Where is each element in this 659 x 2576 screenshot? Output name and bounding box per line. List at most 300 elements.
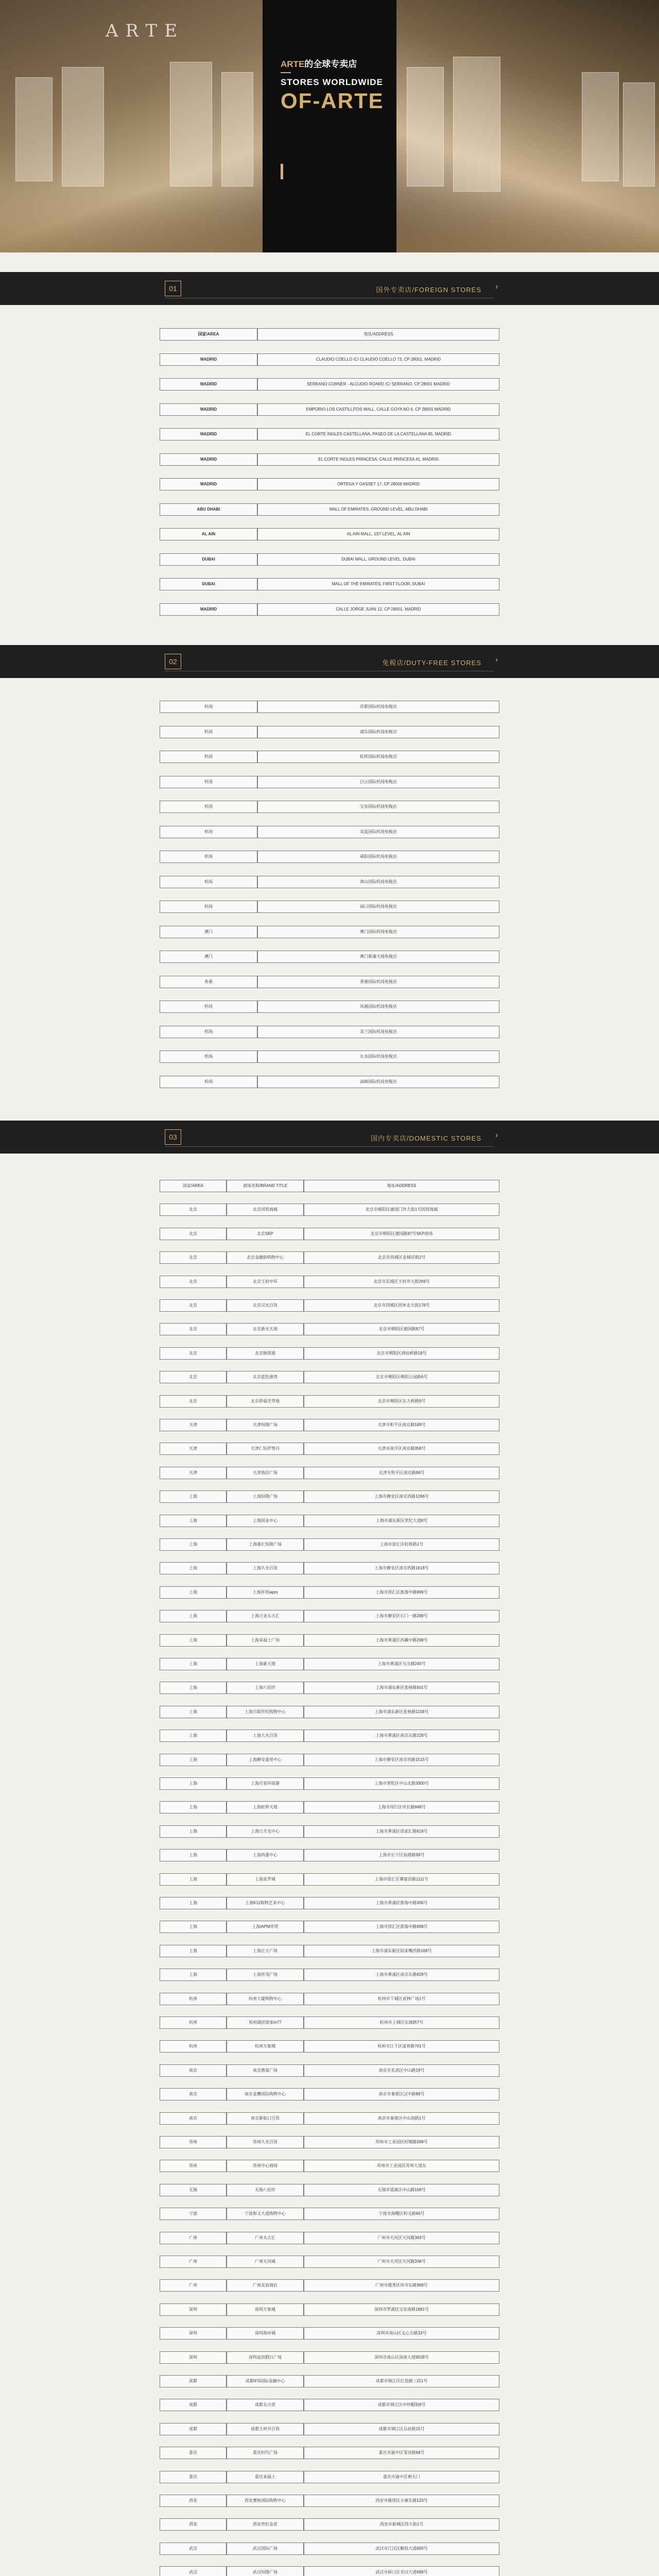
- table-cell: 上海: [160, 1945, 227, 1957]
- table-cell: 机场: [160, 776, 257, 788]
- table-row: [160, 1026, 499, 1038]
- table-row: [160, 1873, 499, 1886]
- table-row: [160, 353, 499, 366]
- table-cell: 地址/ADDRESS: [304, 1180, 499, 1192]
- table-cell: 北京: [160, 1323, 227, 1335]
- table-cell: 上海: [160, 1610, 227, 1622]
- table-cell: 上海市静安区石门一路288号: [304, 1610, 499, 1622]
- table-row: [160, 1419, 499, 1431]
- section-bar-02[interactable]: [0, 645, 659, 678]
- table-cell: 杭州市下城区武林广场1号: [304, 1993, 499, 2005]
- table-row: [160, 1969, 499, 1981]
- table-cell: 苏州市工业园区旺墩路268号: [304, 2136, 499, 2148]
- table-row: [160, 1299, 499, 1312]
- hero-banner: [0, 0, 659, 252]
- table-cell: 机场: [160, 701, 257, 713]
- table-cell: 澳门: [160, 926, 257, 938]
- hero-title-en-line1: STORES WORLDWIDE: [281, 77, 383, 87]
- table-cell: 上海: [160, 1586, 227, 1599]
- table-cell: 广州: [160, 2279, 227, 2292]
- table-row: [160, 2136, 499, 2148]
- table-row: [160, 2566, 499, 2576]
- section-bar-03[interactable]: [0, 1121, 659, 1154]
- table-cell: 上海: [160, 1801, 227, 1814]
- table-cell: 北京市西城区西单北大街176号: [304, 1299, 499, 1312]
- table-cell: DUBAI: [160, 578, 257, 590]
- table-cell: 杭州: [160, 2016, 227, 2029]
- table-cell: 杭州市上城区东坡路7号: [304, 2016, 499, 2029]
- table-cell: 上海美罗城: [227, 1873, 304, 1886]
- table-cell: 机场: [160, 1076, 257, 1088]
- table-cell: 北京: [160, 1371, 227, 1383]
- table-cell: 天津市和平区南京路189号: [304, 1419, 499, 1431]
- table-row: [160, 1730, 499, 1742]
- table-cell: 北京: [160, 1204, 227, 1216]
- table-cell: DUBAI: [160, 553, 257, 566]
- table-row: [160, 453, 499, 466]
- section-number: 03: [165, 1129, 181, 1145]
- table-cell: 天津恒隆广场: [227, 1419, 304, 1431]
- table-cell: 北京汉光百货: [227, 1299, 304, 1312]
- table-cell: 北京: [160, 1299, 227, 1312]
- table-cell: MADRID: [160, 428, 257, 440]
- table-cell: 上海世茂广场: [227, 1969, 304, 1981]
- table-cell: 北京蓝色港湾: [227, 1371, 304, 1383]
- table-cell: 上海: [160, 1658, 227, 1670]
- table-cell: 西安市新城区西大街1号: [304, 2518, 499, 2531]
- chevron-right-icon: ›: [495, 1131, 498, 1140]
- table-row: [160, 2232, 499, 2244]
- table-cell: 南京市秦淮区中山南路1号: [304, 2112, 499, 2125]
- table-cell: 北京市朝阳区朝阳公园路6号: [304, 1371, 499, 1383]
- table-cell: 机场: [160, 751, 257, 763]
- table-cell: 南京新街口百货: [227, 2112, 304, 2125]
- table-cell: 广州市天河区天河路383号: [304, 2232, 499, 2244]
- table-cell: 北京国贸商城: [227, 1204, 304, 1216]
- table-cell: 上海: [160, 1706, 227, 1718]
- table-cell: 香港国际机场免税店: [257, 976, 499, 988]
- table-cell: MADRID: [160, 353, 257, 366]
- table-cell: 上海环贸iapm: [227, 1586, 304, 1599]
- table-row: [160, 1945, 499, 1957]
- table-cell: 重庆市渝中区邹容路68号: [304, 2447, 499, 2459]
- table-cell: 北京SKP: [227, 1228, 304, 1240]
- table-cell: 上海市黄浦区淮海中路300号: [304, 1897, 499, 1909]
- table-cell: 杭州大厦购物中心: [227, 1993, 304, 2005]
- table-cell: 北京市朝阳区建国路87号: [304, 1323, 499, 1335]
- table-cell: 广州: [160, 2232, 227, 2244]
- table-cell: 机场: [160, 851, 257, 863]
- table-cell: 广州: [160, 2256, 227, 2268]
- table-cell: 广州市天河区天河路208号: [304, 2256, 499, 2268]
- table-cell: CALLE JORGE JUAN 12, CP 28001, MADRID: [257, 603, 499, 616]
- table-row: [160, 1228, 499, 1240]
- table-row: [160, 2327, 499, 2340]
- table-cell: 重庆来福士: [227, 2471, 304, 2483]
- table-cell: 上海市长宁区仙霞路99号: [304, 1849, 499, 1861]
- table-cell: 南京市玄武区中山路18号: [304, 2064, 499, 2077]
- table-cell: 机场: [160, 876, 257, 888]
- table-row: [160, 801, 499, 813]
- table-row: [160, 1801, 499, 1814]
- table-cell: 机场: [160, 1001, 257, 1013]
- table-cell: 西安: [160, 2518, 227, 2531]
- table-cell: 杭州: [160, 2040, 227, 2053]
- table-cell: 上海市徐汇区淮海中路999号: [304, 1921, 499, 1933]
- hero-photo-left: [0, 0, 263, 252]
- table-cell: 上海月星环球港: [227, 1777, 304, 1790]
- table-cell: 上海兴业太古汇: [227, 1610, 304, 1622]
- table-cell: 杭州: [160, 1993, 227, 2005]
- table-cell: 成都太古里: [227, 2399, 304, 2411]
- table-row: [160, 403, 499, 416]
- hero-store-sign: ARTE: [106, 21, 185, 41]
- table-row: [160, 1849, 499, 1861]
- table-cell: 北京市朝阳区东大桥路9号: [304, 1395, 499, 1408]
- table-row: [160, 2303, 499, 2316]
- hero-title-rule: [281, 72, 291, 73]
- table-row: [160, 851, 499, 863]
- table-cell: 杭州市江干区富春路701号: [304, 2040, 499, 2053]
- table-row: [160, 2040, 499, 2053]
- table-cell: 地址/ADDRESS: [257, 328, 499, 341]
- table-cell: 上海市黄浦区马当路245号: [304, 1658, 499, 1670]
- table-cell: 上海市黄浦区南京东路829号: [304, 1969, 499, 1981]
- table-cell: 上海: [160, 1682, 227, 1694]
- table-row: [160, 2375, 499, 2387]
- table-cell: MADRID: [160, 378, 257, 391]
- table-cell: 南京德基广场: [227, 2064, 304, 2077]
- section-divider: [165, 1146, 494, 1147]
- table-row: [160, 1706, 499, 1718]
- table-row: [160, 1371, 499, 1383]
- table-cell: 机场: [160, 726, 257, 738]
- table-cell: 上海大丸百货: [227, 1730, 304, 1742]
- table-row: [160, 2112, 499, 2125]
- table-cell: 澳门国际机场免税店: [257, 926, 499, 938]
- table-cell: 上海百联世纪购物中心: [227, 1706, 304, 1718]
- chevron-right-icon: ›: [495, 282, 498, 291]
- table-cell: 上海市静安区南京西路1515号: [304, 1754, 499, 1766]
- table-row: [160, 1897, 499, 1909]
- table-row: [160, 2351, 499, 2364]
- table-cell: 北京侨福芳草地: [227, 1395, 304, 1408]
- table-cell: 深圳益田假日广场: [227, 2351, 304, 2364]
- table-cell: 咸阳国际机场免税店: [257, 851, 499, 863]
- table-cell: 天津: [160, 1467, 227, 1479]
- table-cell: 武汉市江汉区解放大道690号: [304, 2543, 499, 2555]
- table-cell: 苏州: [160, 2160, 227, 2172]
- table-cell: 上海: [160, 1490, 227, 1503]
- hero-photo-right: [396, 0, 659, 252]
- table-row: [160, 926, 499, 938]
- table-row: [160, 2016, 499, 2029]
- table-cell: CLAUDIO COELLO /C/ CLAUDIO COELLO 73, CP 28001, MADRID: [257, 353, 499, 366]
- table-cell: 上海市黄浦区西藏中路268号: [304, 1634, 499, 1647]
- table-cell: 天津市和平区南京路68号: [304, 1467, 499, 1479]
- table-cell: 北京: [160, 1347, 227, 1360]
- hero-accent-marker: [281, 164, 283, 179]
- table-cell: 成都市锦江区总府路15号: [304, 2423, 499, 2435]
- table-cell: MADRID: [160, 453, 257, 466]
- table-cell: 武汉: [160, 2566, 227, 2576]
- table-cell: 苏州市工业园区苏州大道东: [304, 2160, 499, 2172]
- table-cell: 上海市静安区南京西路1618号: [304, 1562, 499, 1574]
- table-row: [160, 1993, 499, 2005]
- table-row: [160, 1777, 499, 1790]
- table-cell: 杭州湖滨银泰in77: [227, 2016, 304, 2029]
- table-cell: 天津仁恒伊势丹: [227, 1443, 304, 1455]
- section-bar-01[interactable]: [0, 272, 659, 305]
- table-cell: ABU DHABI: [160, 503, 257, 516]
- table-row: [160, 2279, 499, 2292]
- table-row: [160, 428, 499, 440]
- table-cell: 重庆时代广场: [227, 2447, 304, 2459]
- table-cell: 上海: [160, 1562, 227, 1574]
- table-cell: 上海: [160, 1730, 227, 1742]
- table-row: [160, 2543, 499, 2555]
- table-row: [160, 1825, 499, 1838]
- table-cell: 上海: [160, 1538, 227, 1551]
- table-cell: 深圳市南山区深南大道9028号: [304, 2351, 499, 2364]
- table-row: [160, 1538, 499, 1551]
- table-row: [160, 603, 499, 616]
- table-cell: 深圳万象城: [227, 2303, 304, 2316]
- table-cell: 北京: [160, 1251, 227, 1264]
- table-cell: 苏州: [160, 2136, 227, 2148]
- table-cell: 上海来福士广场: [227, 1634, 304, 1647]
- table-cell: 武汉市硚口区京汉大道688号: [304, 2566, 499, 2576]
- table-cell: 浦东国际机场免税店: [257, 726, 499, 738]
- table-cell: 重庆: [160, 2471, 227, 2483]
- table-cell: 西安世纪金花: [227, 2518, 304, 2531]
- table-cell: AL AIN: [160, 528, 257, 540]
- table-cell: 西安赛格国际购物中心: [227, 2495, 304, 2507]
- table-cell: 美兰国际机场免税店: [257, 1026, 499, 1038]
- table-cell: 上海日月光中心: [227, 1825, 304, 1838]
- table-cell: 上海正大广场: [227, 1945, 304, 1957]
- table-header-row: [160, 328, 499, 341]
- table-row: [160, 2184, 499, 2196]
- chevron-right-icon: ›: [495, 655, 498, 664]
- table-cell: 天津: [160, 1443, 227, 1455]
- table-cell: 上海: [160, 1515, 227, 1527]
- table-cell: 深圳市南山区文心五路33号: [304, 2327, 499, 2340]
- table-cell: AL AIN MALL, 1ST LEVEL, AL AIN: [257, 528, 499, 540]
- table-row: [160, 2471, 499, 2483]
- table-row: [160, 528, 499, 540]
- table-row: [160, 2256, 499, 2268]
- table-cell: 上海市徐汇区淮海中路999号: [304, 1586, 499, 1599]
- table-cell: SERRANO CORNER - ALCUDIO ROARD /C/ SERRANO, CP 28001 MADRID: [257, 378, 499, 391]
- table-cell: 深圳海岸城: [227, 2327, 304, 2340]
- section-title: 国内专卖店/DOMESTIC STORES: [370, 1134, 481, 1142]
- table-cell: EL CORTE INGLES PRINCESA, CALLE PRINCESA 41, MADRID: [257, 453, 499, 466]
- table-row: [160, 1634, 499, 1647]
- table-row: [160, 901, 499, 913]
- table-cell: 南京市秦淮区汉中路89号: [304, 2088, 499, 2100]
- table-cell: 上海: [160, 1969, 227, 1981]
- table-cell: 北京王府中环: [227, 1276, 304, 1288]
- table-row: [160, 2088, 499, 2100]
- table-cell: 上海市普陀区中山北路3300号: [304, 1777, 499, 1790]
- table-cell: 成都: [160, 2399, 227, 2411]
- table-cell: 北京: [160, 1228, 227, 1240]
- table-cell: 上海市浦东新区张杨路1158号: [304, 1706, 499, 1718]
- table-cell: 机场: [160, 901, 257, 913]
- table-cell: 苏州久光百货: [227, 2136, 304, 2148]
- table-cell: 天津海信广场: [227, 1467, 304, 1479]
- table-cell: 西安市雁塔区小寨东路123号: [304, 2495, 499, 2507]
- table-cell: 成都市锦江区红星路三段1号: [304, 2375, 499, 2387]
- table-row: [160, 1251, 499, 1264]
- table-cell: 武汉恒隆广场: [227, 2566, 304, 2576]
- table-cell: 北京市西城区金城坊街2号: [304, 1251, 499, 1264]
- hero-title-cn: ARTE的全球专卖店: [281, 59, 357, 69]
- table-cell: 长水国际机场免税店: [257, 1050, 499, 1063]
- table-cell: 北京新光天地: [227, 1323, 304, 1335]
- table-cell: 上海市黄浦区徐家汇路618号: [304, 1825, 499, 1838]
- table-cell: 上海久光百货: [227, 1562, 304, 1574]
- section-title: 国外专卖店/FOREIGN STORES: [376, 286, 481, 294]
- table-cell: 上海八佰伴: [227, 1682, 304, 1694]
- table-cell: 武汉: [160, 2543, 227, 2555]
- table-row: [160, 1076, 499, 1088]
- table-row: [160, 2208, 499, 2220]
- table-cell: 上海: [160, 1754, 227, 1766]
- table-row: [160, 2399, 499, 2411]
- table-row: [160, 1490, 499, 1503]
- table-cell: 宁波和义大道购物中心: [227, 2208, 304, 2220]
- table-cell: 国家/AREA: [160, 1180, 227, 1192]
- table-cell: 西安: [160, 2495, 227, 2507]
- table-row: [160, 751, 499, 763]
- hero-title-panel: [263, 0, 396, 252]
- table-cell: 北京颐堤港: [227, 1347, 304, 1360]
- table-cell: 商场名称/BRAND TITLE: [227, 1180, 304, 1192]
- table-cell: MALL OF THE EMIRATES, FIRST FLOOR, DUBAI: [257, 578, 499, 590]
- table-cell: 成都市锦江区中纱帽街8号: [304, 2399, 499, 2411]
- table-cell: 虹桥国际机场免税店: [257, 751, 499, 763]
- table-cell: 萧山国际机场免税店: [257, 876, 499, 888]
- table-cell: 双流国际机场免税店: [257, 826, 499, 838]
- table-cell: 上海港汇恒隆广场: [227, 1538, 304, 1551]
- table-row: [160, 1658, 499, 1670]
- table-row: [160, 2160, 499, 2172]
- table-cell: MADRID: [160, 603, 257, 616]
- table-row: [160, 1754, 499, 1766]
- table-cell: 深圳: [160, 2327, 227, 2340]
- table-row: [160, 1050, 499, 1063]
- table-row: [160, 826, 499, 838]
- table-row: [160, 1515, 499, 1527]
- table-row: [160, 776, 499, 788]
- table-cell: 上海虹桥天地: [227, 1801, 304, 1814]
- table-cell: 凤凰国际机场免税店: [257, 1001, 499, 1013]
- table-row: [160, 1682, 499, 1694]
- table-row: [160, 2447, 499, 2459]
- table-row: [160, 1610, 499, 1622]
- table-row: [160, 876, 499, 888]
- table-row: [160, 503, 499, 516]
- table-row: [160, 1204, 499, 1216]
- table-row: [160, 1395, 499, 1408]
- table-row: [160, 553, 499, 566]
- table-cell: 武汉国际广场: [227, 2543, 304, 2555]
- table-cell: 广州友谊商店: [227, 2279, 304, 2292]
- table-cell: 上海市浦东新区陆家嘴西路168号: [304, 1945, 499, 1957]
- table-cell: 上海: [160, 1825, 227, 1838]
- table-row: [160, 1467, 499, 1479]
- table-cell: 机场: [160, 1050, 257, 1063]
- table-row: [160, 478, 499, 490]
- table-cell: 上海尚嘉中心: [227, 1849, 304, 1861]
- table-cell: 机场: [160, 801, 257, 813]
- table-row: [160, 2064, 499, 2077]
- table-row: [160, 701, 499, 713]
- table-row: [160, 1347, 499, 1360]
- table-row: [160, 1001, 499, 1013]
- table-cell: 北京: [160, 1395, 227, 1408]
- table-cell: 北京市朝阳区酒仙桥路18号: [304, 1347, 499, 1360]
- table-cell: MADRID: [160, 403, 257, 416]
- table-cell: 天津: [160, 1419, 227, 1431]
- table-cell: 国家/AREA: [160, 328, 257, 341]
- table-cell: 香港: [160, 976, 257, 988]
- table-cell: 深圳市罗湖区宝安南路1881号: [304, 2303, 499, 2316]
- table-row: [160, 1586, 499, 1599]
- table-cell: 高崎国际机场免税店: [257, 1076, 499, 1088]
- table-cell: 宝安国际机场免税店: [257, 801, 499, 813]
- table-cell: 广州天河城: [227, 2256, 304, 2268]
- table-cell: MALL OF EMIRATES, GROUND LEVEL, ABU DHABI: [257, 503, 499, 516]
- hero-title-en-line2: OF-ARTE: [281, 89, 384, 113]
- table-cell: 上海: [160, 1634, 227, 1647]
- table-cell: DUBAI MALL, GROUND LEVEL, DUBAI: [257, 553, 499, 566]
- table-cell: 机场: [160, 1026, 257, 1038]
- table-cell: 无锡: [160, 2184, 227, 2196]
- table-cell: 禄口国际机场免税店: [257, 901, 499, 913]
- table-cell: 上海: [160, 1777, 227, 1790]
- table-cell: 上海市徐汇区虹桥路1号: [304, 1538, 499, 1551]
- table-cell: 杭州万象城: [227, 2040, 304, 2053]
- table-cell: 首都国际机场免税店: [257, 701, 499, 713]
- table-row: [160, 578, 499, 590]
- table-cell: 成都: [160, 2375, 227, 2387]
- table-cell: 上海iAPM环贸: [227, 1921, 304, 1933]
- table-cell: 天津市南开区南京路358号: [304, 1443, 499, 1455]
- table-cell: 成都王府井百货: [227, 2423, 304, 2435]
- table-cell: 上海市静安区南京西路1266号: [304, 1490, 499, 1503]
- table-row: [160, 1323, 499, 1335]
- table-cell: 上海K11购物艺术中心: [227, 1897, 304, 1909]
- table-row: [160, 1443, 499, 1455]
- table-row: [160, 726, 499, 738]
- table-cell: 上海: [160, 1921, 227, 1933]
- table-cell: EMPORIO LOS CASTILLITOS MALL, CALLE GOYA NO 6, CP 28001 MADRID: [257, 403, 499, 416]
- table-cell: 上海恒隆广场: [227, 1490, 304, 1503]
- table-cell: MADRID: [160, 478, 257, 490]
- table-cell: 上海: [160, 1873, 227, 1886]
- table-cell: 澳门: [160, 951, 257, 963]
- table-cell: 深圳: [160, 2351, 227, 2364]
- table-cell: 成都: [160, 2423, 227, 2435]
- table-row: [160, 1562, 499, 1574]
- table-cell: 北京: [160, 1276, 227, 1288]
- table-cell: 无锡八佰伴: [227, 2184, 304, 2196]
- table-row: [160, 2518, 499, 2531]
- section-number: 01: [165, 281, 181, 296]
